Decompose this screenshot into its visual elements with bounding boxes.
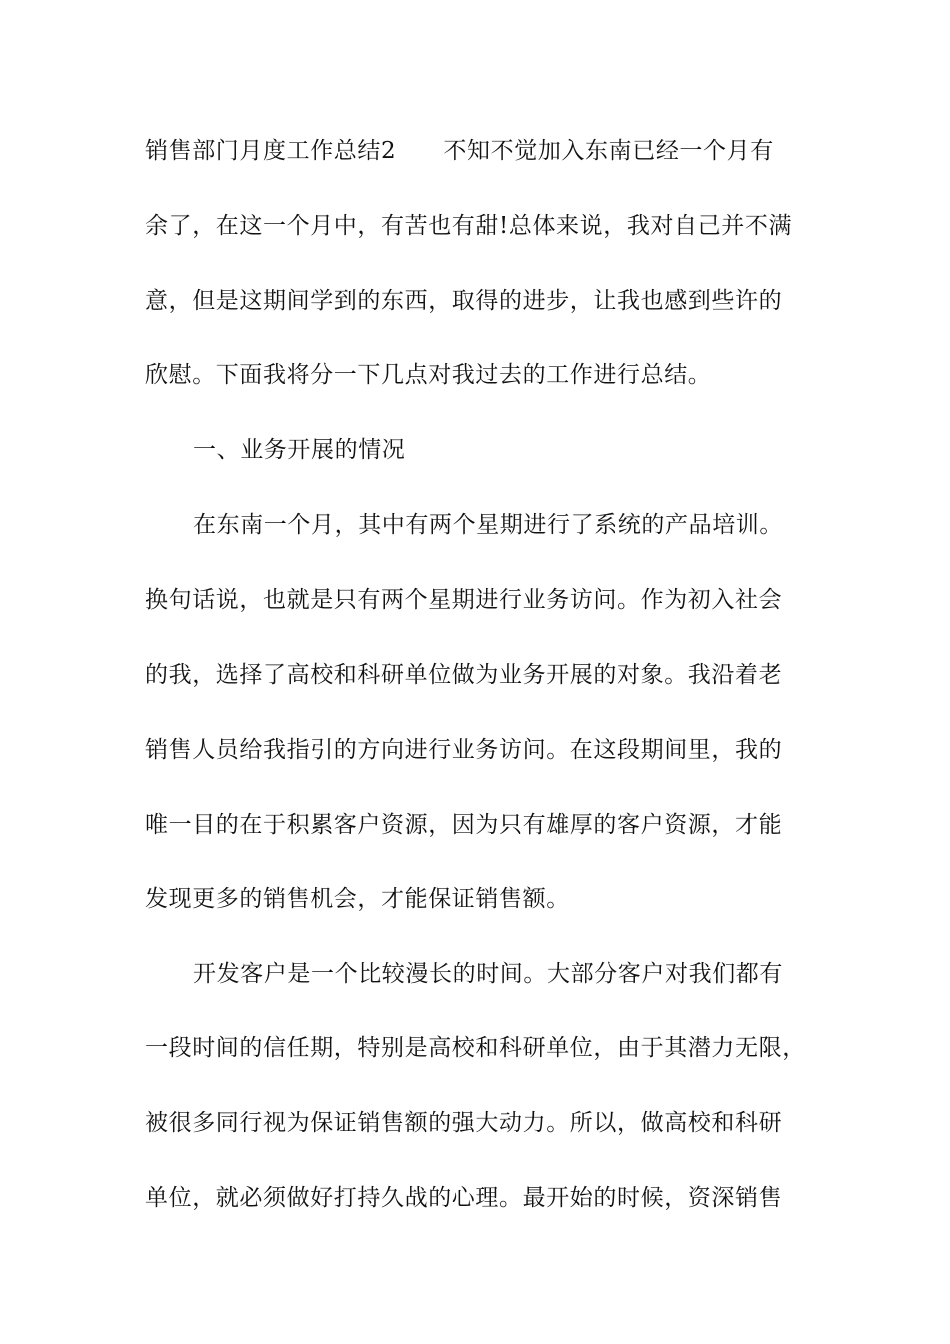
text-line: 销售人员给我指引的方向进行业务访问。在这段期间里，我的 [145, 737, 783, 763]
text-line: 被很多同行视为保证销售额的强大动力。所以，做高校和科研 [145, 1110, 783, 1136]
text-line: 开发客户是一个比较漫长的时间。大部分客户对我们都有 [193, 961, 783, 987]
text-line: 一段时间的信任期，特别是高校和科研单位，由于其潜力无限， [145, 1035, 806, 1061]
text-line: 唯一目的在于积累客户资源，因为只有雄厚的客户资源，才能 [145, 812, 783, 838]
text-line: 欣慰。下面我将分一下几点对我过去的工作进行总结。 [145, 362, 712, 388]
text-line: 销售部门月度工作总结2 不知不觉加入东南已经一个月有 [145, 138, 774, 164]
text-line: 发现更多的销售机会，才能保证销售额。 [145, 886, 570, 912]
text-line: 换句话说，也就是只有两个星期进行业务访问。作为初入社会 [145, 587, 783, 613]
text-line: 在东南一个月，其中有两个星期进行了系统的产品培训。 [193, 512, 783, 538]
section-heading: 一、业务开展的情况 [193, 437, 406, 463]
text-line: 余了，在这一个月中，有苦也有甜!总体来说，我对自己并不满 [145, 213, 793, 239]
text-line: 的我，选择了高校和科研单位做为业务开展的对象。我沿着老 [145, 662, 783, 688]
text-line: 单位，就必须做好打持久战的心理。最开始的时候，资深销售 [145, 1185, 783, 1211]
text-line: 意，但是这期间学到的东西，取得的进步，让我也感到些许的 [145, 288, 783, 314]
